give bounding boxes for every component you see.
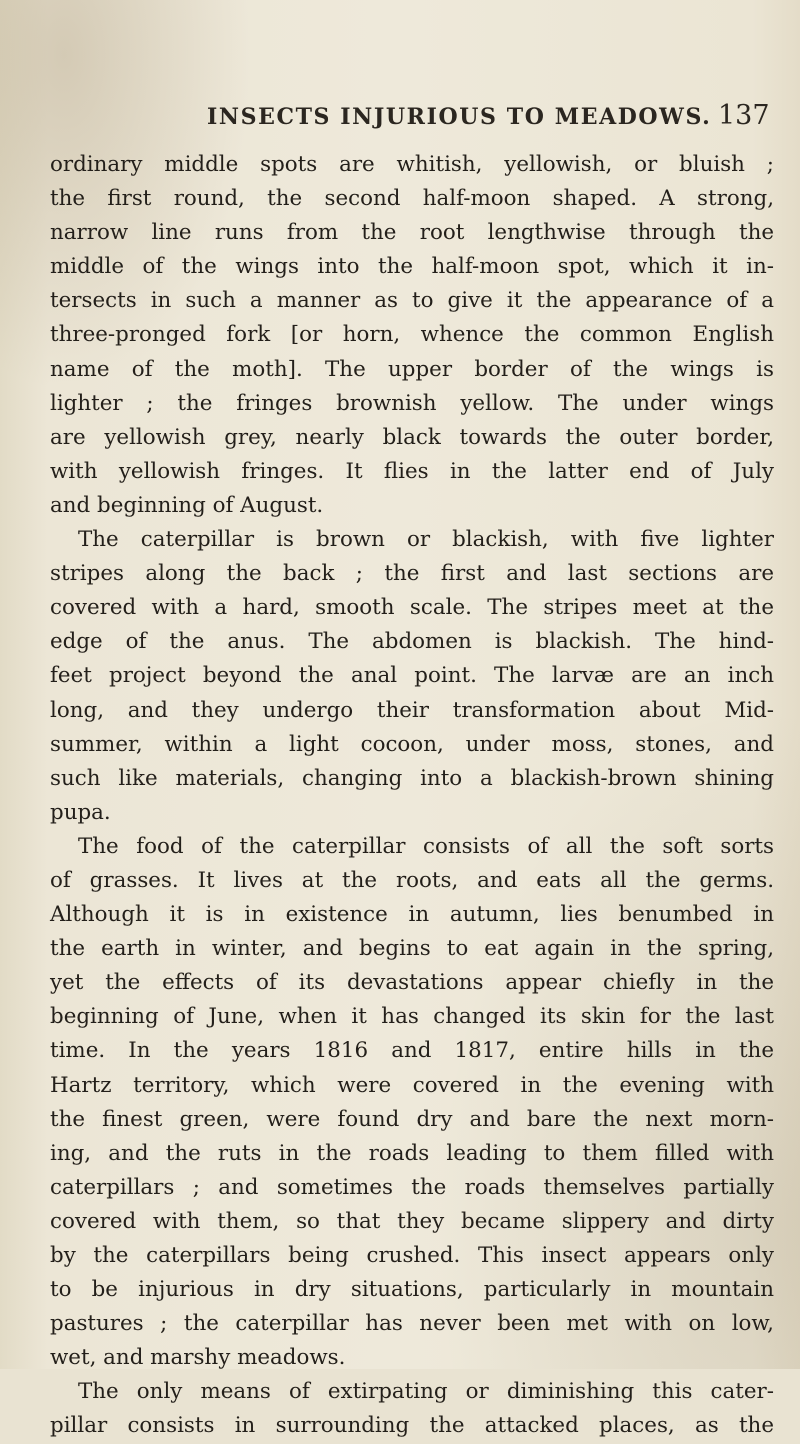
text-line: Although it is in existence in autumn, lies benumbed in [50, 902, 774, 928]
text-line: pupa. [50, 799, 111, 825]
text-line: lighter ; the fringes brownish yellow. The under wings [50, 390, 774, 416]
text-line: The caterpillar is brown or blackish, with five lighter [78, 527, 774, 553]
running-head [0, 100, 800, 138]
text-line: time. In the years 1816 and 1817, entire hills in the [50, 1038, 774, 1064]
text-line: with yellowish fringes. It flies in the latter end of July [50, 458, 774, 484]
text-line: such like materials, changing into a blackish-brown shining [50, 765, 774, 791]
page-number: 137 [718, 100, 770, 131]
text-line: and beginning of August. [50, 492, 324, 518]
text-line: the first round, the second half-moon shaped. A strong, [50, 186, 774, 212]
text-line: summer, within a light cocoon, under moss, stones, and [50, 731, 774, 757]
text-line: ing, and the ruts in the roads leading to them filled with [50, 1140, 774, 1166]
body-text [50, 148, 774, 1444]
text-line: to be injurious in dry situations, particularly in mountain [50, 1277, 774, 1303]
text-line: pillar consists in surrounding the attacked places, as the [50, 1413, 774, 1439]
text-line: The food of the caterpillar consists of all the soft sorts [78, 833, 774, 859]
text-line: stripes along the back ; the first and last sections are [50, 561, 774, 587]
text-line: yet the effects of its devastations appear chiefly in the [50, 970, 774, 996]
text-line: name of the moth]. The upper border of the wings is [50, 356, 774, 382]
text-line: covered with them, so that they became slippery and dirty [50, 1208, 774, 1234]
text-line: the finest green, were found dry and bare the next morn- [50, 1106, 774, 1132]
text-line: The only means of extirpating or diminishing this cater- [78, 1379, 774, 1405]
text-line: ordinary middle spots are whitish, yellowish, or bluish ; [50, 152, 774, 177]
text-line: three-pronged fork [or horn, whence the common English [50, 322, 774, 348]
text-line: middle of the wings into the half-moon spot, which it in- [50, 254, 774, 280]
text-line: the earth in winter, and begins to eat again in the spring, [50, 936, 774, 962]
text-line: beginning of June, when it has changed its skin for the last [50, 1004, 774, 1030]
text-line: caterpillars ; and sometimes the roads themselves partially [50, 1174, 774, 1200]
text-line: tersects in such a manner as to give it the appearance of a [50, 288, 774, 314]
running-head-title: INSECTS INJURIOUS TO MEADOWS. [207, 104, 712, 130]
text-line: are yellowish grey, nearly black towards the outer border, [50, 424, 774, 450]
text-line: pastures ; the caterpillar has never been met with on low, [50, 1311, 774, 1337]
text-line: of grasses. It lives at the roots, and eats all the germs. [50, 867, 774, 893]
text-line: edge of the anus. The abdomen is blackish. The hind- [50, 629, 774, 655]
text-line: covered with a hard, smooth scale. The stripes meet at the [50, 595, 774, 621]
text-line: narrow line runs from the root lengthwise through the [50, 220, 774, 246]
text-line: wet, and marshy meadows. [50, 1345, 346, 1371]
text-line: long, and they undergo their transformation about Mid- [50, 697, 774, 723]
text-line: feet project beyond the anal point. The larvæ are an inch [50, 663, 774, 689]
text-line: Hartz territory, which were covered in the evening with [50, 1072, 774, 1098]
text-line: by the caterpillars being crushed. This insect appears only [50, 1243, 774, 1268]
